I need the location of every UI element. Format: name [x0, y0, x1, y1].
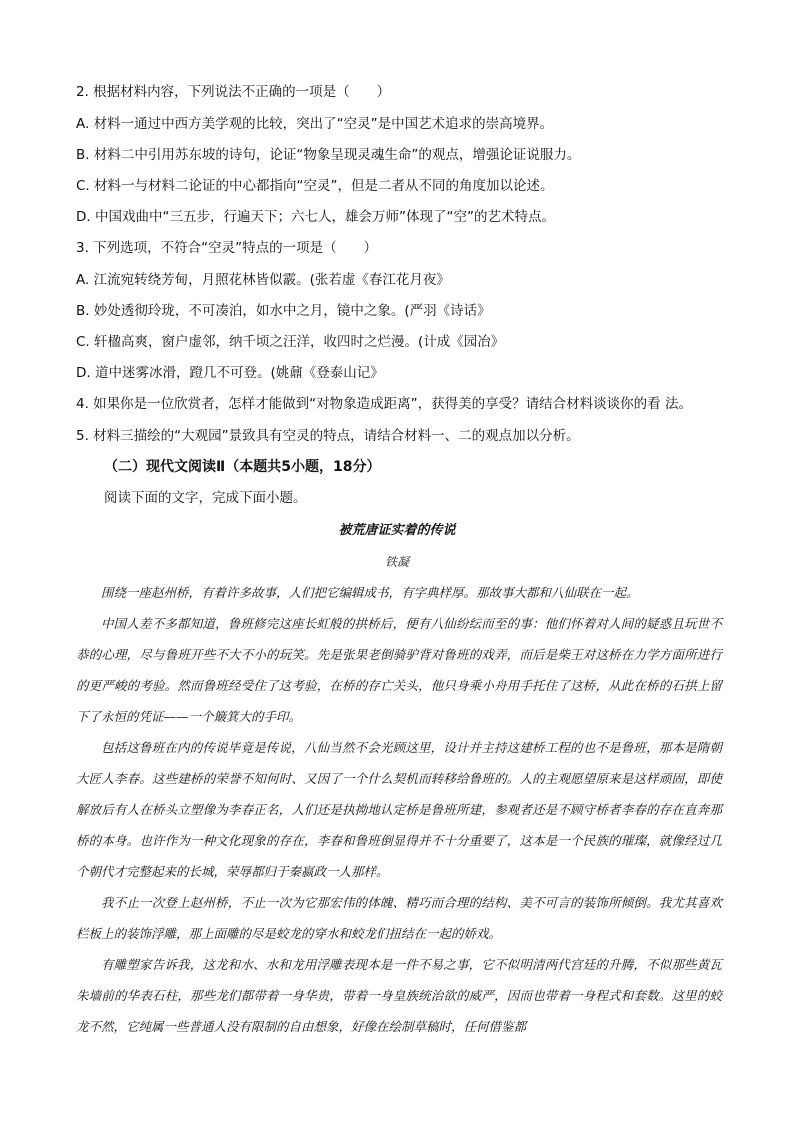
article-paragraph: 有雕塑家告诉我，这龙和水、水和龙用浮雕表现本是一件不易之事，它不似明清两代宫廷的升腾，不似那些黄瓦朱墙前的华表石柱，那些龙们都带着一身华贵，带着一身皇族统治欲的威严，因而也带着一身程式和套数。这里的蛟龙不然，它纯属一些普通人没有限制的自由想象，好像在绘制草稿时，任何借鉴都: [76, 957, 722, 1034]
question-3-option-c: C. 轩楹高爽，窗户虚邻，纳千顷之汪洋，收四时之烂漫。(计成《园冶》: [76, 334, 505, 350]
question-3-option-b: B. 妙处透彻玲珑，不可凑泊，如水中之月，镜中之象。(严羽《诗话》: [76, 303, 491, 319]
question-3-option-a: A. 江流宛转绕芳甸，月照花林皆似霰。(张若虚《春江花月夜》: [76, 272, 450, 288]
article-title: 被荒唐证实着的传说: [338, 523, 456, 538]
reading-instruction: 阅读下面的文字，完成下面小题。: [104, 490, 307, 506]
article-author: 铁凝: [384, 555, 409, 569]
question-4: 4. 如果你是一位欣赏者，怎样才能做到“对物象造成距离”，获得美的享受？请结合材料谈谈你的看 法。: [76, 396, 692, 412]
question-5: 5. 材料三描绘的“大观园”景致具有空灵的特点，请结合材料一、二的观点加以分析。: [76, 428, 580, 444]
section-heading: （二）现代文阅读Ⅱ（本题共5小题，18分）: [104, 459, 381, 475]
question-2-stem: 2. 根据材料内容，下列说法不正确的一项是（ ）: [76, 84, 391, 100]
question-2-option-c: C. 材料一与材料二论证的中心都指向“空灵”，但是二者从不同的角度加以论述。: [76, 178, 554, 194]
article-paragraph: 中国人差不多都知道，鲁班修完这座长虹般的拱桥后，便有八仙纷纭而至的事：他们怀着对人间的疑惑且玩世不恭的心理，尽与鲁班开些不大不小的玩笑。先是张果老倒骑驴背对鲁班的戏弄，而后是柴王对这桥在力学方面所进行的更严峻的考验。然而鲁班经受住了这考验，在桥的存亡关头，他只身乘小舟用手托住了这桥，从此在桥的石拱上留下了永恒的凭证——一个簸箕大的手印。: [76, 616, 722, 724]
question-3-option-d: D. 道中迷雾冰滑，蹬几不可登。(姚鼐《登泰山记》: [76, 365, 384, 381]
question-2-option-b: B. 材料二中引用苏东坡的诗句，论证“物象呈现灵魂生命”的观点，增强论证说服力。: [76, 147, 581, 163]
question-2-option-d: D. 中国戏曲中“三五步，行遍天下；六七人，雄会万师”体现了“空”的艺术特点。: [76, 209, 555, 225]
question-2-option-a: A. 材料一通过中西方美学观的比较，突出了“空灵”是中国艺术追求的崇高境界。: [76, 116, 554, 132]
question-3-stem: 3. 下列选项，不符合“空灵”特点的一项是（ ）: [76, 240, 378, 256]
article-paragraph: 我不止一次登上赵州桥，不止一次为它那宏伟的体魄、精巧而合理的结构、美不可言的装饰所倾倒。我尤其喜欢栏板上的装饰浮雕，那上面雕的尽是蛟龙的穿水和蛟龙们扭结在一起的娇戏。: [76, 895, 722, 941]
article-paragraph: 包括这鲁班在内的传说毕竟是传说，八仙当然不会光顾这里，设计并主持这建桥工程的也不是鲁班，那本是隋朝大匠人李春。这些建桥的荣誉不知何时、又因了一个什么契机而转移给鲁班的。人的主观愿望原来是这样顽固，即使解放后有人在桥头立塑像为李春正名，人们还是执拗地认定桥是鲁班所建，参观者还是不顾守桥者李春的存在直奔那桥的本身。也许作为一种文化现象的存在，李春和鲁班倒显得并不十分重要了，这本是一个民族的璀璨，就像经过几个朝代才完整起来的长城，荣辱都归于秦嬴政一人那样。: [76, 740, 722, 879]
article-paragraph: 围绕一座赵州桥，有着许多故事，人们把它编辑成书，有字典样厚。那故事大都和八仙联在一起。: [101, 585, 639, 600]
